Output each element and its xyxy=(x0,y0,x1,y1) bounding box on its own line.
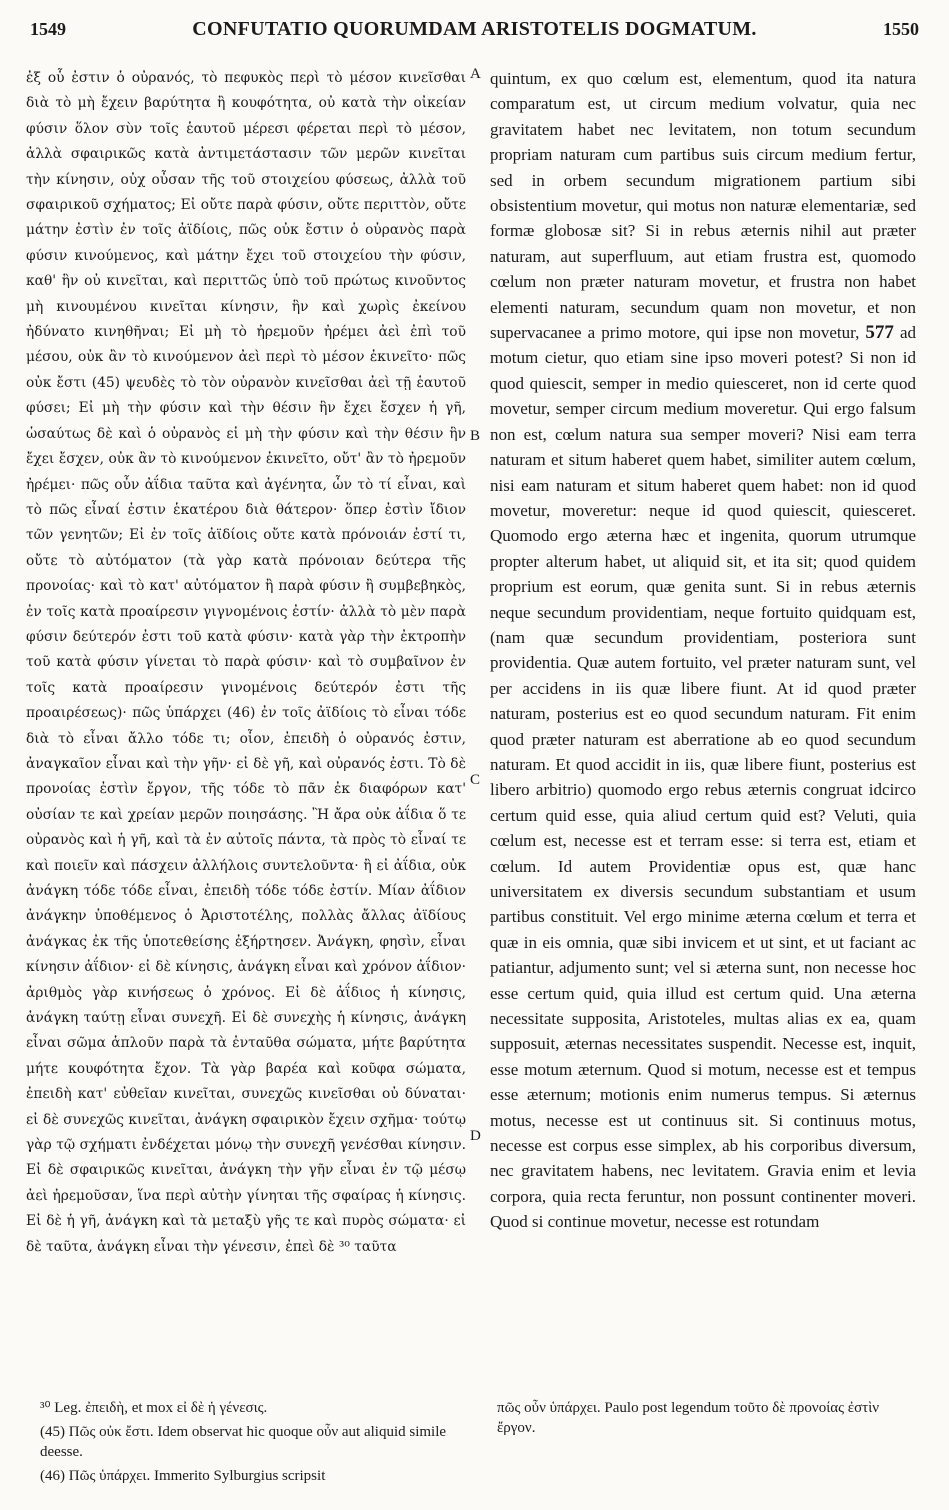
greek-text: ἐξ οὗ ἐστιν ὁ οὐρανός, τὸ πεφυκὸς περὶ τὸ μέσον κινεῖσθαι διὰ τὸ μὴ ἔχειν βαρύτητα ἢ κουφότητα, οὐ κατὰ τὴν οἰκείαν φύσιν ὅλον σὺν τοῖς ἑαυτοῦ μέρεσι φέρεται περὶ τὸ μέσον, ἀλλὰ σφαιρικῶς κατὰ ἀντιμετάστασιν τῶν μερῶν κινεῖται τὴν κίνησιν, οὐχ οὖσαν τῆς τοῦ στοιχείου φύσεως, ἀλλὰ τοῦ σφαιρικοῦ σχήματος; Εἰ οὔτε παρὰ φύσιν, οὔτε περιττὸν, οὔτε μάτην ἐστὶν ἐν τοῖς ἀϊδίοις, πῶς οὐκ ἔστιν ὁ οὐρανὸς παρὰ φύσιν κινούμενος, καὶ μάτην ἔχει τοῦ στοιχείου τὴν φύσιν, καθ' ἣν οὐ κινεῖται, καὶ περιττῶς ὑπὸ τοῦ πρώτως κινοῦντος μὴ κινουμένου κινεῖται κίνησιν, ἣν καὶ χωρὶς ἐκείνου ἠδύνατο κινηθῆναι; Εἰ μὴ τὸ ἠρεμοῦν ἠρέμει ἀεὶ ἐπὶ τοῦ μέσου, οὐκ ἂν τὸ κινούμενον ἀεὶ περὶ τὸ μέσον ἐκινεῖτο· πῶς οὐκ ἔστι (45) ψευδὲς τὸ τὸν οὐρανὸν κινεῖσθαι ἀεὶ τῇ ἑαυτοῦ φύσει; Εἰ μὴ τὴν φύσιν καὶ τὴν θέσιν ἣν ἔχει ἔσχεν ἡ γῆ, ὡσαύτως δὲ καὶ ὁ οὐρανὸς εἰ μὴ τὴν φύσιν καὶ τὴν θέσιν ἣν ἔχει ἔσχεν, οὐκ ἂν τὸ κινούμενον ἐκινεῖτο, οὔτ' ἂν τὸ ἠρεμοῦν ἠρέμει· πῶς οὖν ἀΐδια ταῦτα καὶ ἀγένητα, ὧν τὸ τί εἶναι, καὶ τὸ πῶς εἶναί ἐστιν ἑκατέρου διὰ θάτερον· ὅπερ ἐστὶν ἴδιον τῶν γενητῶν; Εἰ ἐν τοῖς ἀϊδίοις οὔτε κατὰ πρόνοιάν ἐστί τι, οὔτε τὸ αὐτόματον (τὰ γὰρ κατὰ πρόνοιαν δεύτερα τῆς προνοίας· καὶ τὸ κατ' αὐτόματον ἢ παρὰ φύσιν ἢ συμβεβηκὸς, ἐν τοῖς κατὰ προαίρεσιν γιγνομένοις ἐστίν· ἀλλὰ τὸ μὲν παρὰ φύσιν δεύτερόν ἐστι τοῦ κατὰ φύσιν· κατὰ γὰρ τὴν ἐκτροπὴν τοῦ κατὰ φύσιν γίνεται τὸ παρὰ φύσιν· καὶ τὸ συμβαῖνον ἐν τοῖς κατὰ προαίρεσιν γινομένοις δεύτερόν ἐστι τῆς προαιρέσεως)· πῶς ὑπάρχει (46) ἐν τοῖς ἀϊδίοις τὸ εἶναι τόδε διὰ τὸ εἶναι ἄλλο τόδε τι; οἷον, ἐπειδὴ ὁ οὐρανός ἐστιν, ἀναγκαῖον εἶναι καὶ τὴν γῆν· εἰ δὲ γῆ, καὶ οὐρανός ἐστι. Τὸ δὲ προνοίας ἐστὶν ἔργον, τῆς τόδε τὸ πᾶν ἐκ διαφόρων κατ' οὐσίαν τε καὶ χρείαν μερῶν ποιησάσης. Ἢ ἄρα οὐκ ἀΐδια ὅ τε οὐρανὸς καὶ ἡ γῆ, καὶ τὰ ἐν αὐτοῖς πάντα, τὰ πρὸς τὸ εἶναί τε καὶ ποιεῖν καὶ πάσχειν ἀλλήλοις συντελοῦντα· ἢ εἰ ἀΐδια, οὐκ ἀνάγκη τόδε τόδε εἶναι, ἐπειδὴ τόδε τόδε ἐστίν. Μίαν ἀΐδιον ἀνάγκην ὑποθέμενος ὁ Ἀριστοτέλης, πολλὰς ἄλλας ἀϊδίους ἀνάγκας ἐκ τῆς ὑποτεθείσης ἐξήρτησεν. Ἀνάγκη, φησὶν, εἶναι κίνησιν ἀΐδιον· εἰ δὲ κίνησις, ἀνάγκη εἶναι καὶ χρόνον ἀΐδιον· ἀριθμὸς γὰρ κινήσεως ὁ χρόνος. Εἰ δὲ ἀΐδιος ἡ κίνησις, ἀνάγκη ταύτῃ εἶναι συνεχῆ. Εἰ δὲ συνεχὴς ἡ κίνησις, ἀνάγκη εἶναι σῶμα ἁπλοῦν παρὰ τὰ ἐνταῦθα σώματα, μήτε βαρύτητα μήτε κουφότητα ἔχον. Τὰ γὰρ βαρέα καὶ κοῦφα σώματα, ἐπειδὴ κατ' εὐθεῖαν κινεῖται, συνεχῶς κινεῖσθαι οὐ δύναται· εἰ δὲ συνεχῶς κινεῖται, ἀνάγκη σφαιρικὸν ἔχειν σχῆμα· τούτῳ γὰρ τῷ σχήματι ἐνδέχεται μόνῳ τὴν συνεχῆ γενέσθαι κίνησιν. Εἰ δὲ σφαιρικῶς κινεῖται, ἀνάγκη τὴν γῆν εἶναι ἐν τῷ μέσῳ ἀεὶ ἠρεμοῦσαν, ἵνα περὶ αὐτὴν γίνηται τῆς σφαίρας ἡ κίνησις. Εἰ δὲ ἡ γῆ, ἀνάγκη καὶ τὰ μεταξὺ γῆς τε καὶ πυρὸς σώματα· εἰ δὲ ταῦτα, ἀνάγκη εἶναι τὴν γένεσιν, ἐπεὶ δὲ ³⁰ ταῦτα xyxy=(26,70,466,1255)
greek-text-column xyxy=(26,66,466,1386)
latin-text-column xyxy=(490,66,916,1386)
left-page-number: 1549 xyxy=(30,19,66,39)
running-header xyxy=(30,18,919,58)
latin-text xyxy=(490,66,916,1235)
footnotes-right xyxy=(497,1398,917,1442)
latin-text-part-1: quintum, ex quo cœlum est, elementum, quod ita natura comparatum est, ut circum medium volvatur, quia nec gravitatem habet nec levitatem, non totum secundum propriam naturam cum partibus suis circum medium fertur, sed in orbem secundum migrationem partium sibi obsistentium movetur, qui motus non naturæ elementariæ, sed formæ globosæ sit? Si in rebus æternis nihil aut præter naturam, aut superfluum, aut etiam frustra est, quomodo cœlum non præter naturam movetur, et frustra non habet elementi naturam, secundum quam non movetur, et non supervacanee a primo motore, qui ipse non movetur, xyxy=(490,69,916,343)
footnote-45: (45) Πῶς οὐκ ἔστι. Idem observat hic quoque οὖν aut aliquid simile deesse. xyxy=(40,1424,447,1460)
footnote-46: (46) Πῶς ὑπάρχει. Immerito Sylburgius scripsit xyxy=(40,1468,326,1484)
margin-letter-d: D xyxy=(470,1128,481,1144)
right-page-number: 1550 xyxy=(882,19,919,39)
margin-letter-a: A xyxy=(470,66,481,82)
footnote-46-continued: πῶς οὖν ὑπάρχει. Paulo post legendum τοῦτο δὲ προνοίας ἐστὶν ἔργον. xyxy=(497,1400,880,1436)
margin-letter-c: C xyxy=(470,772,481,788)
latin-text-part-2: ad motum cietur, quo etiam sine ipso moveri potest? Si non id quod quiescit, semper in medio quiesceret, non id certe quod movetur, semper circum medium moveretur. Qui ergo falsum non est, cœlum natura sua semper moveri? Nisi eam terra naturam et situm haberet quem habet, similiter autem cœlum, nisi eam naturam et situm haberet quem habet: non id quod movetur, moveretur: neque id quod quiescit, quiesceret. Quomodo ergo æterna hæc et ingenita, quorum utrumque propter alterum habet, ut aliquid sit, et ita sit; quod quidem proprium est eorum, quæ genita sunt. Si in rebus æternis neque secundum providentiam, neque fortuito quidquam est, (nam quæ secundum providentiam, posteriora sunt providentia. Quæ autem fortuito, vel præter naturam sunt, vel per accidens in iis quæ libere fiunt. At id quod præter naturam, posterius est eo quod secundum naturam. Fit enim quod præter naturam est aberratione ab eo quod secundum naturam. Et quod accidit in iis, quæ libere fiunt, posterius est libero arbitrio) quomodo ergo rebus æternis congruat idcirco certum quid esse, quia aliud certum quid est? Veluti, quia cœlum est, necesse est et terram esse: si terra est, etiam et cœlum. Id autem Providentiæ opus est, quæ hanc universitatem ex diversis secundum substantiam et usum partibus constituit. Vel ergo minime æterna cœlum et terra et quæ in eis omnia, quæ sibi invicem et ut sint, et ut faciant ac patiantur, adjumento sunt; vel si æterna sunt, non necesse hoc esse certum quid, quia illud est certum quid. Una æterna necessitate supposita, Aristoteles, multas alias ex ea, quam supposuit, æternas necessitates suspendit. Necesse est, inquit, esse motum æternum. Quod si motum, necesse est et tempus esse æternum; motionis enim numerus tempus. Si æternus motus, necesse est ut continuus sit. Si continuus motus, necesse est corpus esse simplex, ab his corporibus diversum, nec gravitatem habens, nec levitatem. Gravia enim et levia corpora, quia recta feruntur, non possunt continenter moveri. Quod si continue movetur, necesse est rotundam xyxy=(490,323,916,1232)
footnote-30: ³⁰ Leg. ἐπειδὴ, et mox εἰ δὲ ἡ γένεσις. xyxy=(40,1400,268,1416)
footnotes-left xyxy=(40,1398,470,1490)
column-number: 577 xyxy=(865,322,894,344)
margin-letter-b: B xyxy=(470,428,481,444)
running-title: CONFUTATIO QUORUMDAM ARISTOTELIS DOGMATUM. xyxy=(192,18,757,40)
